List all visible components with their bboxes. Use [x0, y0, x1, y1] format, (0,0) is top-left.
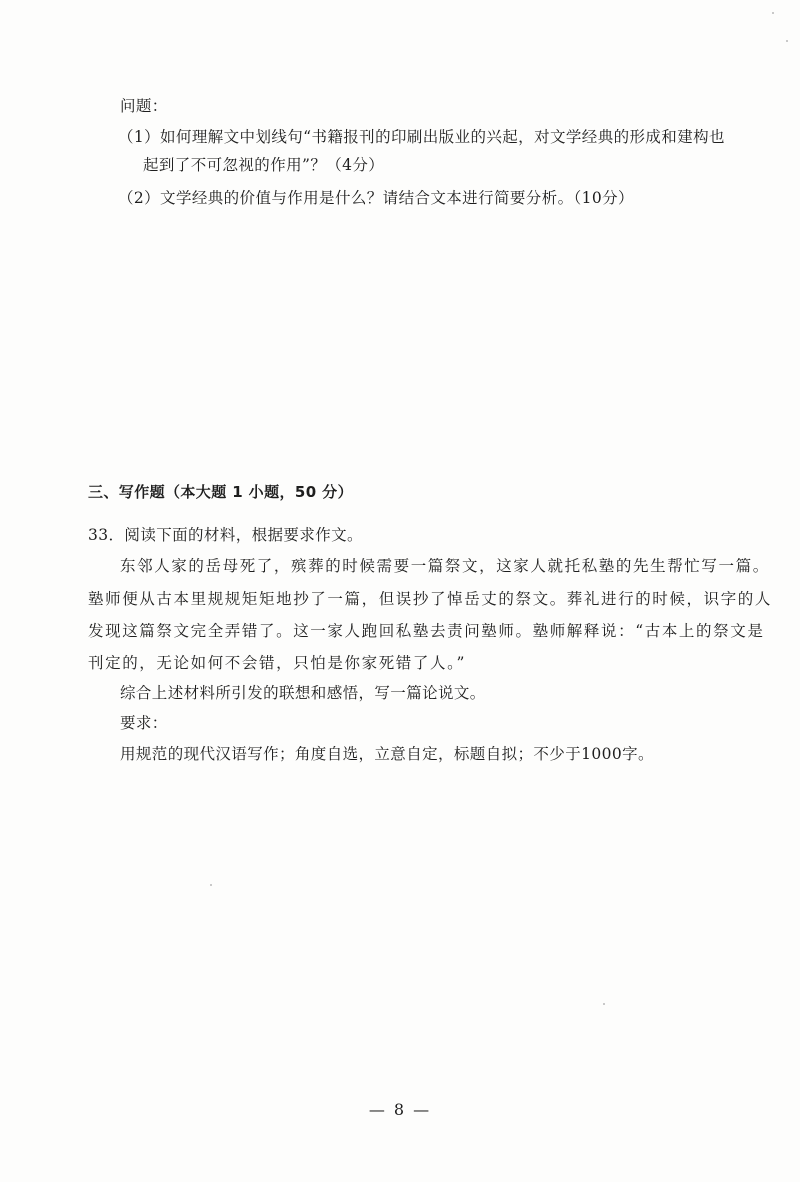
scan-speck	[210, 884, 212, 886]
scan-speck	[603, 1003, 605, 1005]
material-line-4: 刊定的，无论如何不会错，只怕是你家死错了人。”	[88, 654, 466, 672]
question-1-line-2: 起到了不可忽视的作用”？（4分）	[143, 156, 385, 174]
section-three-title: 三、写作题（本大题 1 小题，50 分）	[88, 483, 353, 501]
material-line-2: 塾师便从古本里规规矩矩地抄了一篇，但误抄了悼岳丈的祭文。葬礼进行的时候，识字的人	[88, 590, 773, 608]
scan-speck	[786, 40, 788, 42]
question-2: （2）文学经典的价值与作用是什么？请结合文本进行简要分析。（10分）	[118, 189, 634, 207]
material-line-3: 发现这篇祭文完全弄错了。这一家人跑回私塾去责问塾师。塾师解释说：“古本上的祭文是	[88, 622, 765, 640]
essay-prompt: 33．阅读下面的材料，根据要求作文。	[88, 526, 363, 544]
scan-speck	[772, 12, 774, 14]
question-1-line-1: （1）如何理解文中划线句“书籍报刊的印刷出版业的兴起，对文学经典的形成和建构也	[118, 128, 725, 146]
essay-instruction: 综合上述材料所引发的联想和感悟，写一篇论说文。	[120, 684, 486, 702]
questions-heading: 问题：	[120, 97, 168, 115]
page-number: — 8 —	[368, 1100, 432, 1119]
requirements-text: 用规范的现代汉语写作；角度自选，立意自定，标题自拟；不少于1000字。	[120, 745, 654, 763]
material-line-1: 东邻人家的岳母死了，殡葬的时候需要一篇祭文，这家人就托私塾的先生帮忙写一篇。	[120, 557, 770, 575]
requirements-label: 要求：	[120, 714, 168, 732]
